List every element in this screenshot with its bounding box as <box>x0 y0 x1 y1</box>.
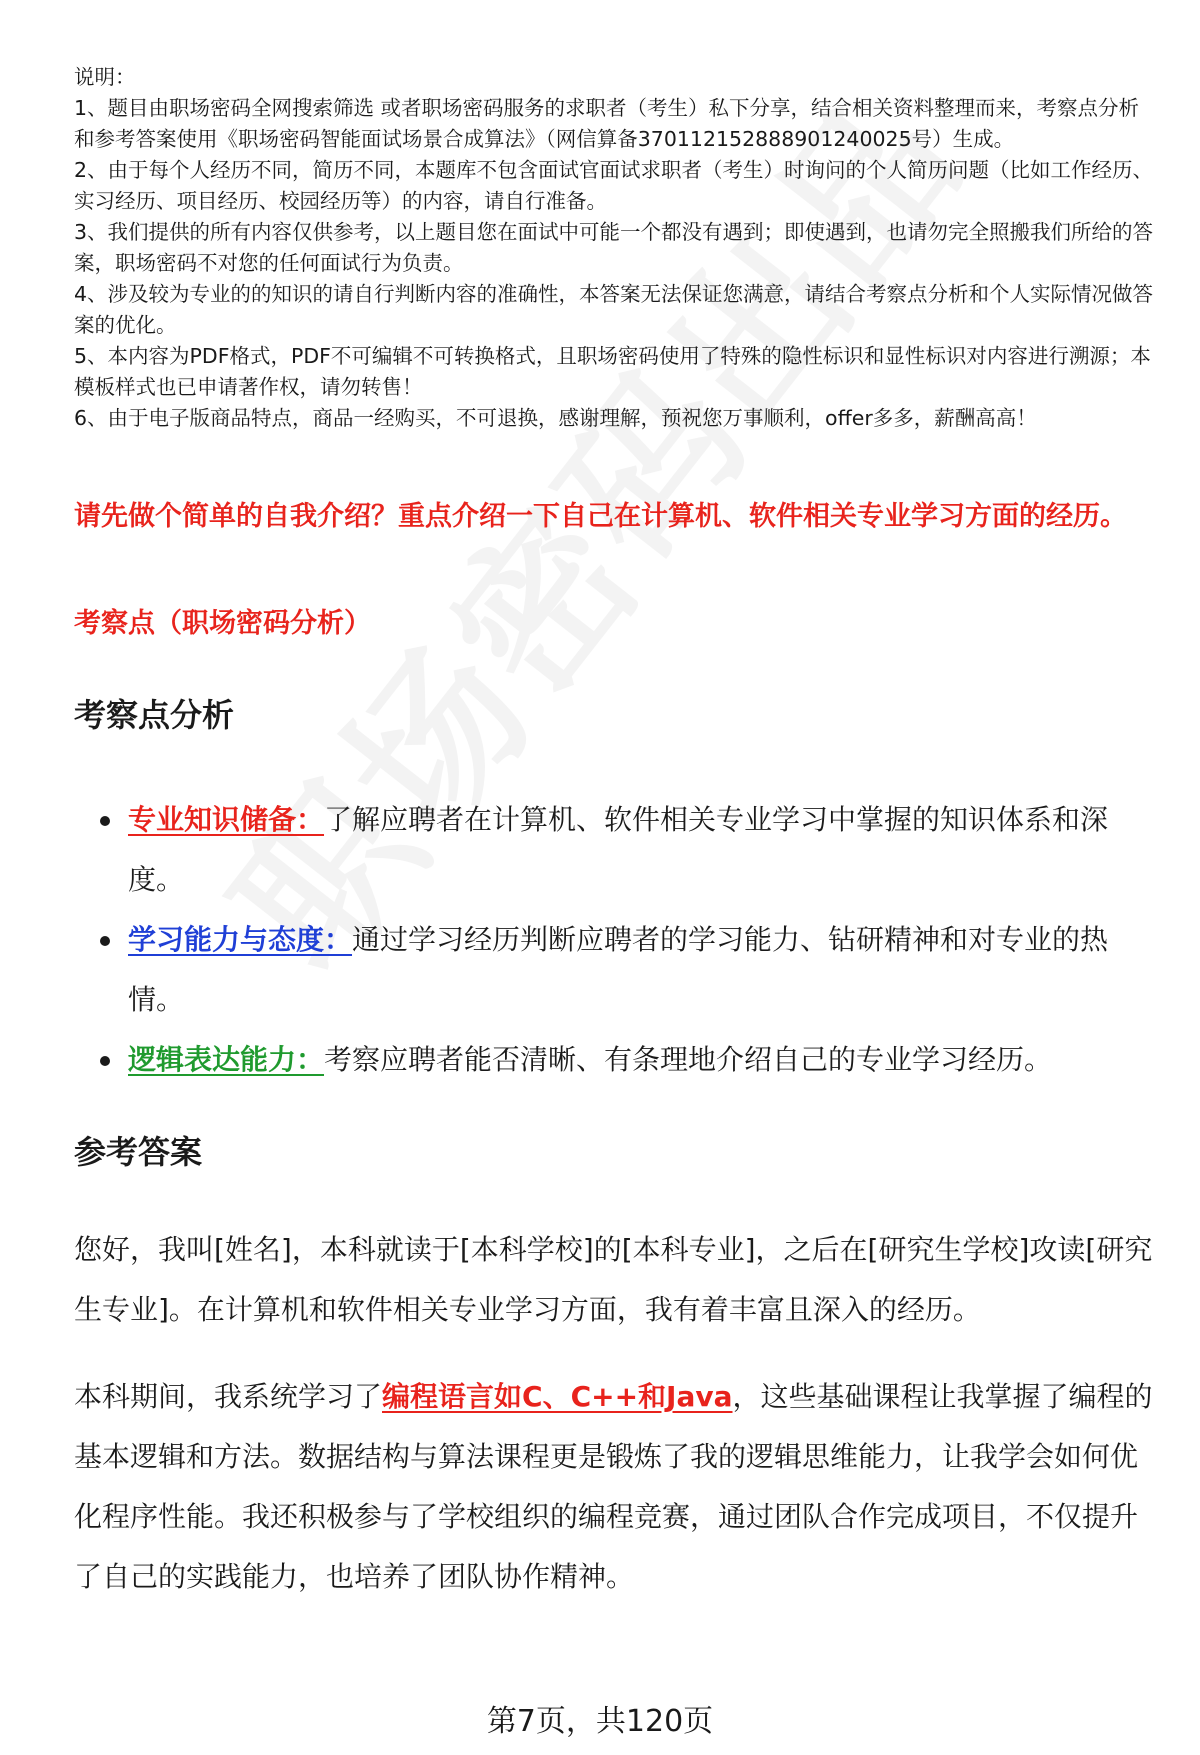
point-text: 考察应聘者能否清晰、有条理地介绍自己的专业学习经历。 <box>324 1043 1053 1076</box>
analysis-point <box>74 1030 1154 1090</box>
note-item: 3、我们提供的所有内容仅供参考，以上题目您在面试中可能一个都没有遇到；即使遇到，也请勿完全照搬我们所给的答案，职场密码不对您的任何面试行为负责。 <box>74 220 1154 275</box>
answer-text: ，这些基础课程让我掌握了编程的基本逻辑和方法。数据结构与算法课程更是锻炼了我的逻辑思维能力，让我学会如何优化程序性能。我还积极参与了学校组织的编程竞赛，通过团队合作完成项目，不仅提升了自己的实践能力，也培养了团队协作精神。 <box>74 1380 1153 1593</box>
bullet-icon <box>100 816 110 826</box>
bullet-icon <box>100 1056 110 1066</box>
analysis-point <box>74 790 1154 910</box>
notes-title: 说明： <box>74 65 136 89</box>
answer-text: 本科期间，我系统学习了 <box>74 1380 383 1413</box>
note-item: 4、涉及较为专业的的知识的请自行判断内容的准确性，本答案无法保证您满意，请结合考察点分析和个人实际情况做答案的优化。 <box>74 282 1154 337</box>
note-item: 2、由于每个人经历不同，简历不同，本题库不包含面试官面试求职者（考生）时询问的个人简历问题（比如工作经历、实习经历、项目经历、校园经历等）的内容，请自行准备。 <box>74 158 1154 213</box>
note-item: 5、本内容为PDF格式，PDF不可编辑不可转换格式，且职场密码使用了特殊的隐性标识和显性标识对内容进行溯源；本模板样式也已申请著作权，请勿转售！ <box>74 344 1151 399</box>
examine-label: 考察点（职场密码分析） <box>74 608 371 639</box>
question-title: 请先做个简单的自我介绍？重点介绍一下自己在计算机、软件相关专业学习方面的经历。 <box>74 501 1127 532</box>
point-key: 逻辑表达能力： <box>128 1043 325 1076</box>
point-text: 通过学习经历判断应聘者的学习能力、钻研精神和对专业的热情。 <box>128 923 1109 1016</box>
analysis-point <box>74 910 1154 1030</box>
answer-heading: 参考答案 <box>74 1133 203 1171</box>
notes-section <box>74 62 1154 434</box>
point-text: 了解应聘者在计算机、软件相关专业学习中掌握的知识体系和深度。 <box>128 803 1109 896</box>
point-key: 学习能力与态度： <box>128 923 353 956</box>
answer-paragraph: 您好，我叫[姓名]，本科就读于[本科学校]的[本科专业]，之后在[研究生学校]攻读[研究生专业]。在计算机和软件相关专业学习方面，我有着丰富且深入的经历。 <box>74 1233 1153 1326</box>
analysis-points <box>74 790 1154 1090</box>
point-key: 专业知识储备： <box>128 803 325 836</box>
page-number: 第7页，共120页 <box>486 1704 714 1739</box>
note-item: 1、题目由职场密码全网搜索筛选 或者职场密码服务的求职者（考生）私下分享，结合相关资料整理而来，考察点分析和参考答案使用《职场密码智能面试场景合成算法》（网信算备370112152888901240025号）生成。 <box>74 96 1140 151</box>
answer-highlight: 编程语言如C、C++和Java <box>382 1380 733 1413</box>
analysis-heading: 考察点分析 <box>74 696 235 734</box>
answer-paragraph <box>74 1367 1154 1607</box>
note-item: 6、由于电子版商品特点，商品一经购买，不可退换，感谢理解，预祝您万事顺利，offer多多，薪酬高高！ <box>74 406 1037 430</box>
bullet-icon <box>100 936 110 946</box>
